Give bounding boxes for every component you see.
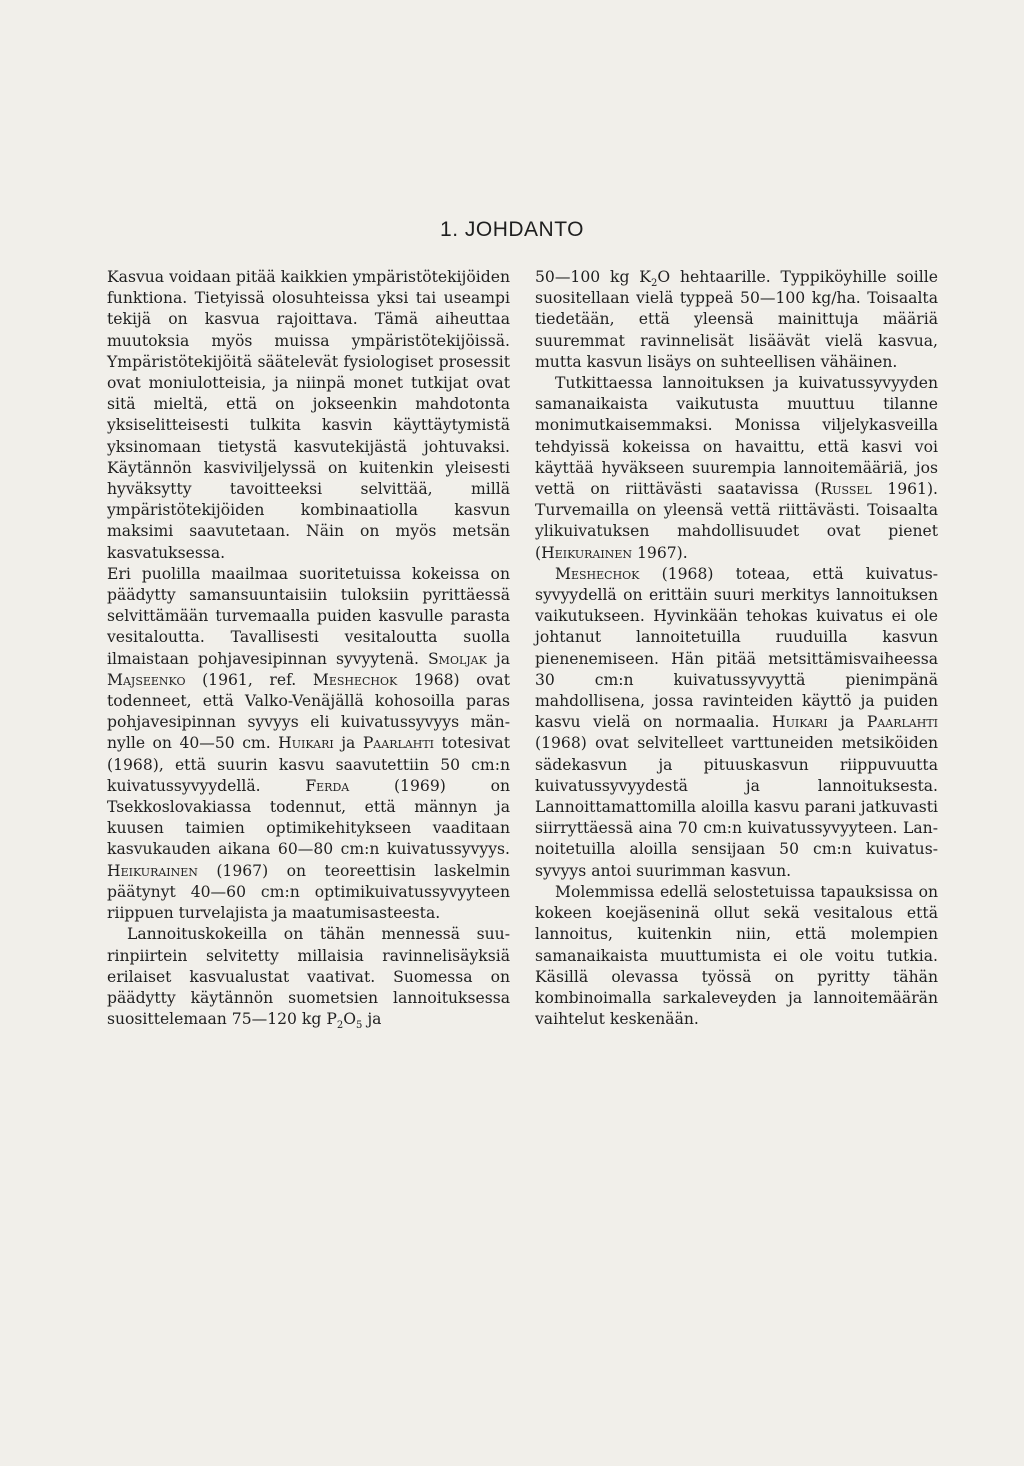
author-name: Russel (820, 480, 872, 499)
text-run: O hehtaarille. Typpiköyhille soille suositellaan vielä typpeä 50—100 kg/ha. Toisaalta tiedetään, että yleensä mainittuja määriä suuremmat ravinnelisät lisäävät vielä kasvua, mutta kasvun lisäys on suhteellisen vähäinen. (535, 268, 938, 371)
text-run: (1968) ovat selvitelleet varttuneiden metsiköiden sädekasvun ja pituuskasvun riippuvuutta kuivatussyvyydestä ja lannoituksesta. Lannoittamattomilla aloilla kasvu parani jatkuvasti siirryttäessä aina 70 cm:n kuivatussyvyyteen. Lannoitetuilla aloilla sensijaan 50 cm:n kuivatussyvyys antoi suurimman kasvun. (535, 734, 938, 880)
text-run: Molemmissa edellä selostetuissa tapauksissa on kokeen koejäseninä ollut sekä vesitalous että lannoitus, kuitenkin niin, että molempien samanaikaista muuttumista ei ole voitu tutkia. Käsillä olevassa työssä on pyritty tähän kombinoimalla sarkaleveyden ja lannoitemäärän vaihtelut keskenään. (535, 882, 938, 1029)
paragraph (535, 564, 938, 882)
subscript: 5 (356, 1020, 363, 1032)
author-name: Heikurainen (541, 543, 633, 562)
author-name: Huikari (772, 713, 828, 732)
text-run: ja (827, 713, 867, 732)
text-run: 1967). (632, 543, 688, 562)
author-name: Meshechok (312, 670, 398, 689)
left-column (107, 267, 510, 1030)
text-run: 1961). Turvemailla on yleensä vettä riittävästi. Toisaalta ylikuivatuksen mahdollisuudet ovat pienet ( (535, 480, 938, 562)
subscript: 2 (336, 1020, 344, 1032)
text-run: (1969) on Tsekkoslovakiassa todennut, että männyn ja kuusen taimien optimikehitykseen vaaditaan kasvukauden aikana 60—80 cm:n kuivatussyvyys. (107, 776, 510, 859)
author-name: Majseenko (107, 670, 186, 689)
author-name: Ferda (305, 776, 350, 795)
text-run: Eri puolilla maailmaa suoritetuissa kokeissa on päädytty samansuuntaisiin tuloksiin pyrittäessä selvittämään turvemaalla puiden kasvulle parasta vesitaloutta. Tavallisesti vesitaloutta suolla ilmaistaan pohjavesipinnan syvyytenä. (107, 564, 510, 668)
text-run: (1967) on teoreettisin laskelmin päätynyt 40—60 cm:n optimikuivatussyvyyteen riippuen turvelajista ja maatumisasteesta. (107, 861, 510, 923)
right-column (535, 267, 938, 1030)
page-title: 1. JOHDANTO (440, 218, 584, 241)
paragraph (535, 882, 938, 1030)
paragraph (535, 373, 938, 564)
text-run: 1968) ovat todenneet, että Valko-Venäjällä kohosoilla paras pohjavesipinnan syvyys eli kuivatussyvyys männylle on 40—50 cm. (107, 670, 510, 753)
text-run: Kasvua voidaan pitää kaikkien ympäristötekijöiden funktiona. Tietyissä olosuhteissa yksi tai useampi tekijä on kasvua rajoittava. Tämä aiheuttaa muutoksia myös muissa ympäristötekijöissä. Ympäristötekijöitä säätelevät fysiologiset prosessit ovat moniulotteisia, ja niinpä monet tutkijat ovat sitä mieltä, että on jokseenkin mahdotonta yksiselitteisesti tulkita kasvin käyttäytymistä yksinomaan tietystä kasvutekijästä johtuvaksi. Käytännön kasviviljelyssä on kuitenkin yleisesti hyväksytty tavoitteeksi selvittää, millä ympäristötekijöiden kombinaatiolla kasvun maksimi saavutetaan. Näin on myös metsän kasvatuksessa. (107, 268, 510, 562)
paragraph (535, 267, 938, 373)
author-name: Paarlahti (362, 734, 434, 753)
text-run: ja (333, 734, 363, 753)
author-name: Meshechok (555, 564, 640, 583)
text-run: totesivat (1968), että suurin kasvu saavutettiin 50 cm:n kuivatussyvyydellä. (107, 734, 510, 795)
text-run: Lannoituskokeilla on tähän mennessä suurinpiirtein selvitetty millaisia ravinnelisäyksiä erilaiset kasvualustat vaativat. Suomessa on päädytty käytännön suometsien lannoituksessa suosittelemaan 75—120 kg P (107, 925, 510, 1029)
author-name: Paarlahti (866, 713, 939, 732)
text-run: Tutkittaessa lannoituksen ja kuivatussyvyyden samanaikaista vaikutusta muuttuu tilanne monimutkaisemmaksi. Monissa viljelykasveilla tehdyissä kokeissa on havaittu, että kasvi voi käyttää hyväkseen suurempia lannoitemääriä, jos vettä on riittävästi saatavissa ( (535, 374, 938, 499)
author-name: Huikari (278, 734, 334, 753)
text-run: (1968) toteaa, että kuivatussyvyydellä on erittäin suuri merkitys lannoituksen vaikutukseen. Hyvinkään tehokas kuivatus ei ole johtanut lannoitetuilla ruuduilla kasvun pienenemiseen. Hän pitää metsittämisvaiheessa 30 cm:n kuivatussyvyyttä pienimpänä mahdollisena, jossa ravinteiden käyttö ja puiden kasvu vielä on normaalia. (535, 564, 938, 732)
text-run: O (343, 1010, 356, 1029)
text-run: ja (362, 1010, 382, 1029)
text-run: 50—100 kg K (535, 268, 651, 286)
text-run: (1961, ref. (185, 670, 313, 689)
paragraph (107, 564, 510, 924)
paragraph (107, 267, 510, 564)
text-run: ja (486, 649, 510, 668)
paragraph (107, 924, 510, 1030)
subscript: 2 (650, 278, 658, 290)
author-name: Heikurainen (107, 861, 198, 880)
author-name: Smoljak (428, 649, 487, 668)
